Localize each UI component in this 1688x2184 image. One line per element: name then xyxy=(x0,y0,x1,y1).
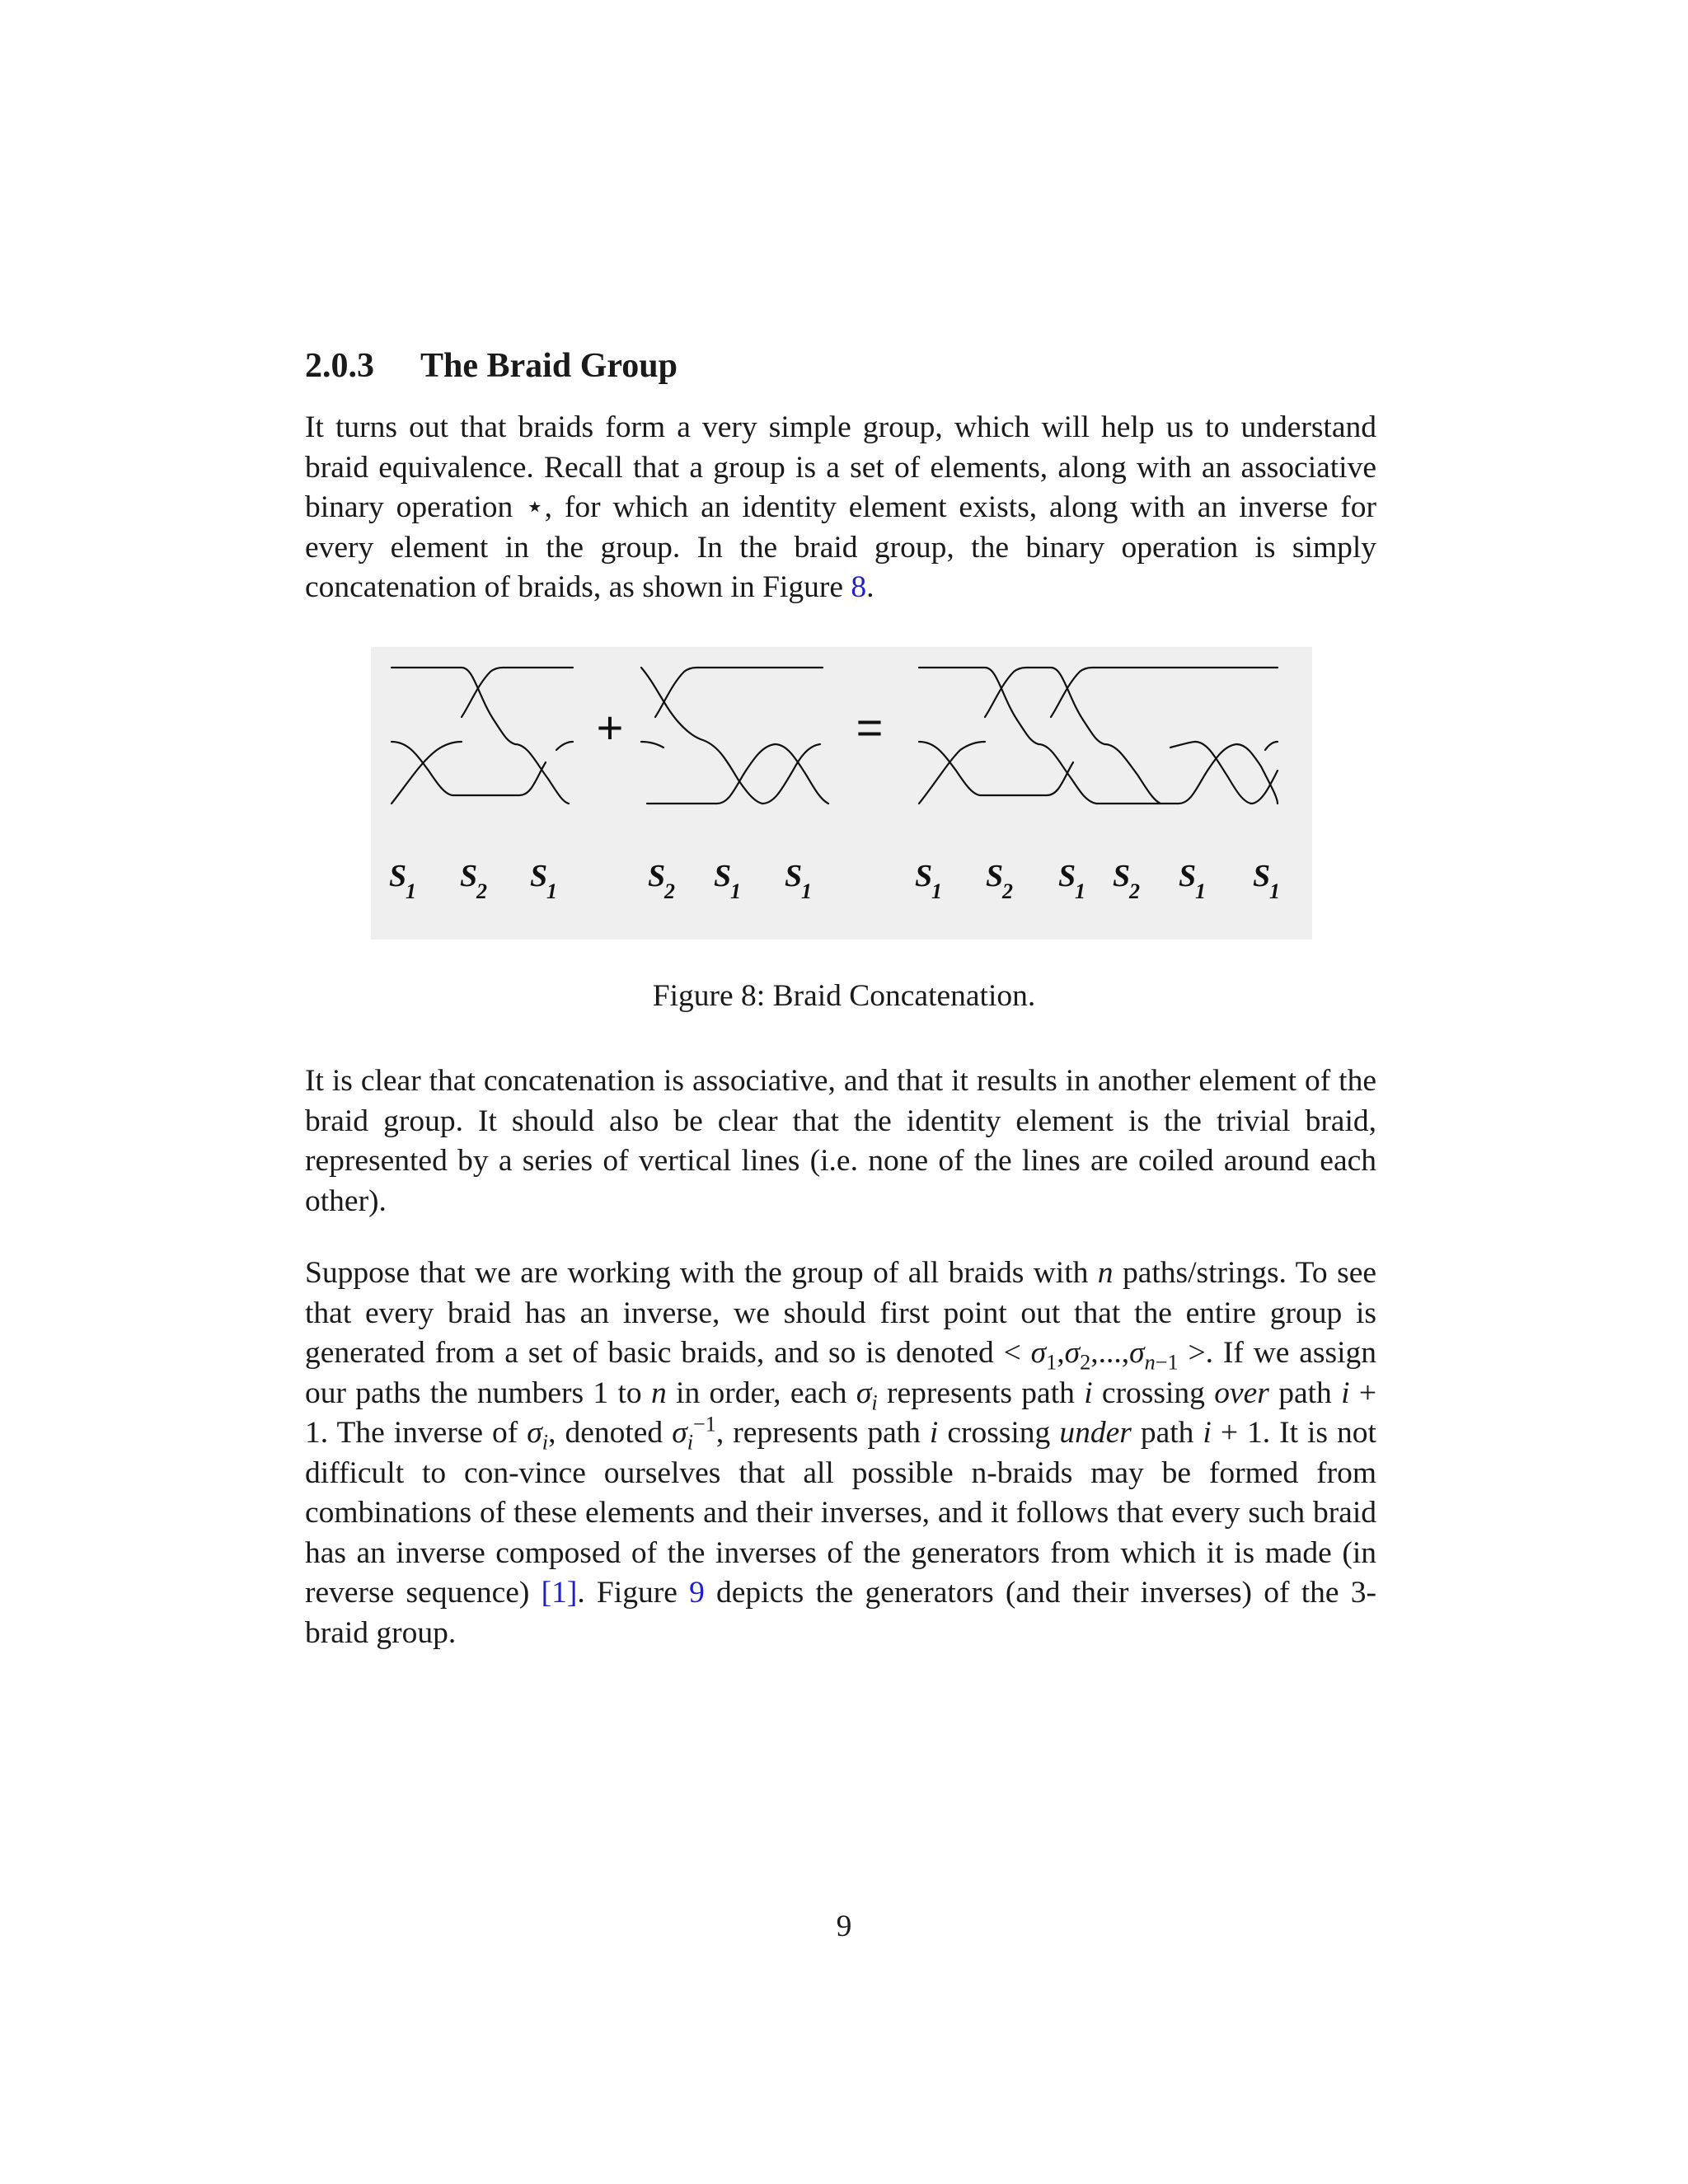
strand xyxy=(701,739,820,804)
strand xyxy=(556,742,573,750)
label-s2 xyxy=(460,859,487,903)
label-s1 xyxy=(530,859,557,903)
braid-diagram xyxy=(371,647,1312,940)
svg-text:S: S xyxy=(530,859,548,893)
section-heading xyxy=(305,346,678,386)
svg-text:S: S xyxy=(1179,859,1197,893)
label-s1 xyxy=(1253,859,1280,903)
section-number: 2.0.3 xyxy=(305,347,374,385)
svg-text:S: S xyxy=(785,859,803,893)
strand xyxy=(985,668,1104,744)
figure-9-link[interactable]: 9 xyxy=(689,1576,705,1610)
strand xyxy=(641,668,701,739)
svg-text:S: S xyxy=(1113,859,1131,893)
svg-text:S: S xyxy=(714,859,732,893)
svg-text:1: 1 xyxy=(730,879,741,903)
label-s1 xyxy=(785,859,812,903)
label-s1 xyxy=(915,859,942,903)
svg-text:1: 1 xyxy=(546,879,557,903)
svg-text:S: S xyxy=(986,859,1004,893)
citation-1-link[interactable]: [1] xyxy=(541,1576,578,1610)
strand xyxy=(392,742,546,795)
page-number: 9 xyxy=(836,1910,852,1943)
svg-text:2: 2 xyxy=(1002,879,1013,903)
strand xyxy=(1051,668,1278,717)
strand xyxy=(1265,742,1278,750)
label-s2 xyxy=(986,859,1013,903)
svg-text:1: 1 xyxy=(1075,879,1085,903)
strand xyxy=(641,742,663,748)
svg-text:1: 1 xyxy=(801,879,812,903)
paragraph-intro: It turns out that braids form a very simple group, which will help us to understand braid equivalence. Recall that a group is a set of elements, along with an associative binary operation ⋆, for which an identity element exists, along with an inverse for every element in the group. In the braid group, the binary operation is simply concatenation of braids, as shown in Figure 8. xyxy=(305,410,1376,604)
label-s1 xyxy=(389,859,416,903)
label-s1 xyxy=(1058,859,1085,903)
paragraph-inverse: Suppose that we are working with the group of all braids with n paths/strings. To see that every braid has an inverse, we should first point out that the entire group is generated from a set of basic braids, and so is denoted < $\sigma_1,\sigma_2,...,\sigma_{n-1}$ >. If we assign our paths the numbers 1 to n in order, each $\sigma_i$ represents path i crossing over path i + 1. The inverse of $\sigma_i$, denoted $\sigma_i^{-1}$, represents path i crossing under path i + 1. It is not difficult to con-vince ourselves that all possible n-braids may be formed from combinations of these elements and their inverses, and it follows that every such braid has an inverse composed of the inverses of the generators from which it is made (in reverse sequence) [1]. Figure 9 depicts the generators (and their inverses) of the 3-braid group. xyxy=(305,1256,1377,1650)
figure-8-link[interactable]: 8 xyxy=(851,570,867,604)
svg-text:S: S xyxy=(389,859,407,893)
strand xyxy=(1236,744,1278,804)
section-title: The Braid Group xyxy=(420,347,678,385)
svg-text:2: 2 xyxy=(476,879,487,903)
strand xyxy=(655,668,823,717)
svg-text:1: 1 xyxy=(931,879,942,903)
strand xyxy=(647,744,775,804)
equals-sign: = xyxy=(856,701,884,753)
strand xyxy=(462,668,573,717)
svg-text:S: S xyxy=(1253,859,1271,893)
paragraph-concatenation: It is clear that concatenation is associative, and that it results in another element of the braid group. It should also be clear that the identity element is the trivial braid, represented by a series of vertical lines (i.e. none of the lines are coiled around each other). xyxy=(305,1064,1376,1218)
svg-text:1: 1 xyxy=(1269,879,1280,903)
svg-text:S: S xyxy=(648,859,666,893)
svg-text:S: S xyxy=(460,859,478,893)
label-s2 xyxy=(1113,859,1140,903)
svg-text:S: S xyxy=(1058,859,1076,893)
label-s1 xyxy=(1179,859,1206,903)
svg-text:2: 2 xyxy=(664,879,675,903)
svg-text:1: 1 xyxy=(1195,879,1206,903)
figure-caption: Figure 8: Braid Concatenation. xyxy=(652,979,1036,1013)
label-s1 xyxy=(714,859,741,903)
svg-text:2: 2 xyxy=(1129,879,1140,903)
strand xyxy=(392,668,515,744)
strand xyxy=(919,668,1039,744)
label-s2 xyxy=(648,859,675,903)
plus-sign: + xyxy=(596,701,624,753)
svg-text:1: 1 xyxy=(406,879,416,903)
svg-text:S: S xyxy=(915,859,933,893)
strand xyxy=(1104,744,1160,804)
braid-concatenation-figure xyxy=(371,647,1312,940)
strand xyxy=(775,744,828,804)
